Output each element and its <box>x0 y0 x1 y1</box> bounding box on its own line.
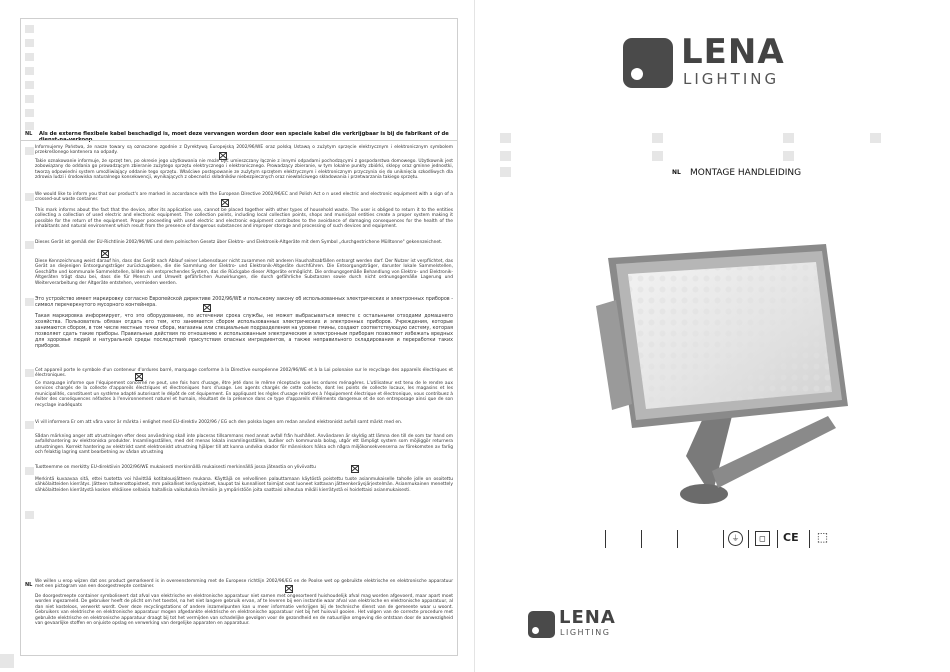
paragraph-ru-2: Такая маркировка информирует, что это оборудование, по истечении срока службы, не может выбрасываться вместе с остальными отходами домашнего хозяйства. Пользователь обязан отдать его тем, кто занимается сбором использованных электрических и электронных приборов. Учреждения, которые занимаются сбором, в том числе местные точки сбора, магазины или специальные подразделения на уровне гмины, создают соответствующую систему, которая позволяет сдать такие приборы. Правильные действия по отношению к использованным электрическим и электронным приборам позволяют избежать вредных для здоровья людей и натуральной среды последствий присутствия опасных ингредиентов, а также неправильного складирования и переработки таких приборов. <box>35 314 453 349</box>
separator <box>777 530 778 548</box>
brand-sub: LIGHTING <box>560 628 611 637</box>
class-ii-icon: ◻ <box>755 531 770 546</box>
floodlight-illustration <box>536 196 872 522</box>
manual-title: MONTAGE HANDLEIDING <box>690 168 802 178</box>
ce-mark-icon: CE <box>783 531 799 544</box>
separator <box>677 530 678 548</box>
paragraph-de-1: Dieses Gerät ist gemäß der EU-Richtlinie 2002/96/WE und dem polnischen Gesetz über Elektro- und Elektronik-Altgeräte mit dem Symbol „durchgestrichene Mülltonne" gekennzeichnet. <box>35 240 443 245</box>
lena-logo-top <box>623 32 813 98</box>
language-placeholder <box>25 369 34 377</box>
disposal-info-panel <box>20 18 458 656</box>
paragraph-de-2: Diese Kennzeichnung weist darauf hin, dass das Gerät nach Ablauf seiner Lebensdauer nicht zusammen mit anderen Haushaltsabfällen entsorgt werden darf. Der Nutzer ist verpflichtet, das Gerät an diejenigen Entsorgungsträger zurückzugeben, die die Sammlung der Elektro- und Elektronik-Altgeräte durchführen. Die Entsorgungsträger, darunter lokale Sammelstellen, Geschäfte und kommunale Sammelstellen, bilden ein entsprechendes System, das die Rückgabe dieser Altgeräte ermöglicht. Die ordnungsgemäße Behandlung von Elektro- und Elektronik-Altgeräten trägt dazu bei, dass die für Mensch und Umwelt gefährlichen Auswirkungen, die durch gefährliche Substanzen sowie durch nicht ordnungsgemäße Lagerung und Weiterverarbeitung der Altgeräte entstehen, vermieden werden. <box>35 259 453 286</box>
paragraph-ru-1: Это устройство имеет маркировку согласно Европейской директиве 2002/96/WE и польскому закону об использованных электрических и электронных приборов - символ перечеркнутого мусорного контейнера. <box>35 297 453 308</box>
language-placeholder <box>25 298 34 306</box>
logo-dot <box>631 68 643 80</box>
language-placeholder <box>25 67 34 75</box>
language-placeholder <box>783 151 794 161</box>
crossed-bin-icon <box>221 199 229 207</box>
language-placeholder <box>25 81 34 89</box>
crossed-bin-icon <box>135 373 143 381</box>
separator <box>605 530 606 548</box>
brand-name: LENA <box>681 32 785 72</box>
separator <box>809 530 810 548</box>
earth-icon: ⏚ <box>728 531 743 546</box>
language-placeholder <box>500 151 511 161</box>
language-placeholder <box>500 167 511 177</box>
paragraph-sv-2: Sådan märkning anger att utrustningen efter dess användning skall inte placeras tillsammans med annat avfall från hushållet. Användaren är skyldig att lämna den till de som tar hand om avfallshantering av elektroniska produkter. Insamlingsställen, med det menas lokala insamlingsställen, butiker och kommunala bolag, utgör ett lämpligt system som möjliggör returnera utrustningen. Korrekt hantering av elektriskt samt elektroniskt utrustning hjälper till att kunna undvika skador för människors hälsa och några miljökonsekvenserna av förekomsten av farlig och felaktig lagring samt bearbetning av sådan utrustning <box>35 434 453 456</box>
language-placeholder <box>25 95 34 103</box>
paragraph-fi-1: Tuotteemme on merkitty EU-direktiivin 2002/96/WE mukaisesti merkinnällä mukaisesti merkinnällä jossa jäteastia on yliviivattu <box>35 465 316 470</box>
paragraph-pl-1: Informujemy Państwa, że nasze towary są oznaczone zgodnie z Dyrektywą Europejską 2002/96/WE oraz polską Ustawą o zużytym sprzęcie elektrycznym i elektronicznym symbolem przekreślonego kontenera na odpady. <box>35 145 453 156</box>
logo-mark <box>623 38 673 88</box>
page-marker <box>0 654 14 668</box>
language-placeholder <box>500 133 511 143</box>
paragraph-sv-1: Vi vill informera Er om att våra varor är märkta i enlighet med EU-direktiv 2002/96 / EG och den polska lagen om redan använd elektroniskt avfall samt märkt med en. <box>35 420 403 425</box>
language-placeholder <box>25 53 34 61</box>
language-placeholder <box>652 133 663 143</box>
language-placeholder <box>783 133 794 143</box>
paragraph-fi-2: Merkintä kuvaavaa sitä, ettei tuotetta voi hävittää kotitalousjätteen mukana. Käyttäjä on velvollinen palauttamaan käytöstä poistettu tuote asianmukaiselle taholle jolle on osoitettu sähkölaitteiden kierrätys. Jätteen talteenottopisteet, mm paikalliset keräyspisteet, kaupat tai kunnalliset toimijat ovat luoneet kattavan jätteenkeräysjärjestelmän. Asianmukainen menettely sähkölaitteiden kierrätystä kosken ehkäisee sellaisia haitallisia vaikutuksia ihmisiin ja ympäristöön joita saattaisi aiheutua mikäli kierrätystä ei hoidettaisi asianmukaisesti. <box>35 477 453 493</box>
language-placeholder <box>652 151 663 161</box>
paragraph-nl-2: De doorgestreepte container symboliseert dat afval van elektrische en elektronische apparatuur niet samen met ongesorteerd huishoudelijk afval mag worden afgevoerd, maar apart moet worden ingezameld. De gebruiker heeft de plicht om het toestel, na het niet langere gebruik ervan, af te leveren bij een instantie waar afval van elektrische en elektronische apparatuur, al dan niet kosteloos, verwerkt wordt. Over deze recyclingstations of andere inzamelpunten kan u meer informatie verkrijgen bij de technische dienst van de gemeente waar u woont. Gebruikers van elektrische en elektronische apparatuur mogen afgedankte elektrische en elektronische apparatuur niet bij het huisvuil gooien. Het volgen van de correcte procedure met gebruikte elektrische en elektronische apparatuur draagt bij tot het vermijden van schadelijke gevolgen voor de gezondheid en de natuurlijke omgeving die ontstaan door de aanwezigheid van gevaarlijke stoffen en onjuiste opslag en verwerking van dergelijke apparaten en apparatuur. <box>35 594 453 627</box>
logo-mark <box>528 611 555 638</box>
cube-icon: ⬚ <box>816 530 829 544</box>
divider <box>21 140 457 141</box>
paragraph-nl-1: We willen u erop wijzen dat ons product gemarkeerd is in overeenstemming met de Europese richtlijn 2002/96/EG en de Poolse wet op gebruikte elektrische en elektronische apparatuur met een pictogram van een doorgestreepte container. <box>35 579 453 590</box>
language-placeholder <box>25 467 34 475</box>
nl-language-tag: NL <box>25 582 33 588</box>
nl-language-tag: NL <box>25 131 33 137</box>
language-placeholder <box>25 193 34 201</box>
language-placeholder <box>25 511 34 519</box>
crossed-bin-icon <box>101 250 109 258</box>
separator <box>641 530 642 548</box>
paragraph-fr-1: Cet appareil porte le symbole d'un conteneur d'ordures barré, marquage conforme à la Directive européenne 2002/96/WE et à la Loi polonaise sur le recyclage des appareils électriques et électroniques. <box>35 368 453 379</box>
crossed-bin-icon <box>285 585 293 593</box>
paragraph-en-1: We would like to inform you that our product's are marked in accordance with the European Directive 2002/96/EC and Polish Act o n used electric and electronic equipment with a sign of a crossed-out waste container. <box>35 192 453 203</box>
separator <box>748 530 749 548</box>
page-fold <box>474 0 475 672</box>
paragraph-pl-2: Takie oznakowanie informuje, że sprzęt ten, po okresie jego użytkowania nie może być umieszczany łącznie z innymi odpadami pochodzącymi z gospodarstwa domowego. Użytkownik jest zobowiązany do oddania go prowadzącym zbieranie zużytego sprzętu elektrycznego i elektronicznego. Prowadzący zbieranie, w tym lokalne punkty zbiórki, sklepy oraz gminne jednostki, tworzą odpowiedni system umożliwiający oddanie tego sprzętu. Właściwe postępowanie ze zużytym sprzętem elektrycznym i elektronicznym przyczynia się do uniknięcia szkodliwych dla zdrowia ludzi i środowiska naturalnego konsekwencji, wynikających z obecności składników niebezpiecznych oraz niewłaściwego składowania i przetwarzania takiego sprzętu. <box>35 159 453 181</box>
language-placeholder <box>25 421 34 429</box>
lena-logo-bottom <box>528 607 638 651</box>
language-placeholder <box>25 241 34 249</box>
paragraph-en-2: This mark informs about the fact that the device, after its application use, cannot be placed together with other types of household waste. The user is obliged to return it to the entities collecting a collection of used electric and electronic equipment. The collection points, including local collection points, shops and municipal entities create a proper system making it possible for the return of the equipment. Proper proceeding with used electric and electronic equipment contributes to the avoidance of damaging consequences for the health of the inhabitants and natural environment which result from the presence of dangerous substances and improper storage and processing of such devices and equipment. <box>35 208 453 230</box>
language-placeholder <box>25 39 34 47</box>
brand-name: LENA <box>559 607 616 628</box>
language-placeholder <box>25 122 34 130</box>
brand-sub: LIGHTING <box>683 70 780 88</box>
language-placeholder <box>870 133 881 143</box>
language-placeholder <box>25 147 34 155</box>
crossed-bin-icon <box>351 465 359 473</box>
crossed-bin-icon <box>203 304 211 312</box>
language-placeholder <box>25 25 34 33</box>
language-placeholder <box>25 109 34 117</box>
separator <box>723 530 724 548</box>
nl-language-tag: NL <box>672 169 681 176</box>
nl-cable-warning: Als de externe flexibele kabel beschadigd is, moet deze vervangen worden door een speciale kabel die verkrijgbaar is bij de fabrikant of de <box>39 131 449 137</box>
logo-dot <box>532 627 539 634</box>
paragraph-fr-2: Ce marquage informe que l'équipement concerné ne peut, une fois hors d'usage, être jeté dans le même réceptacle que les ordures ménagères. L'utilisateur est tenu de le rendre aux services chargés de la collecte d'appareils électriques et électroniques hors d'usage. Les agents chargés de cette collecte, dont les points de collecte locaux, les magasins et les municipalités, constituent un système adapté autorisant le dépôt de cet équipement. En appliquant les règles d'usage relatives à l'équipement électrique et électronique, vous contribuez à éviter des conséquences néfastes à l'environnement naturel et humain, résultant de la présence dans ce type d'appareils d'éléments dangereux et de son entreposage ainsi que de son recyclage inadéquats <box>35 381 453 408</box>
